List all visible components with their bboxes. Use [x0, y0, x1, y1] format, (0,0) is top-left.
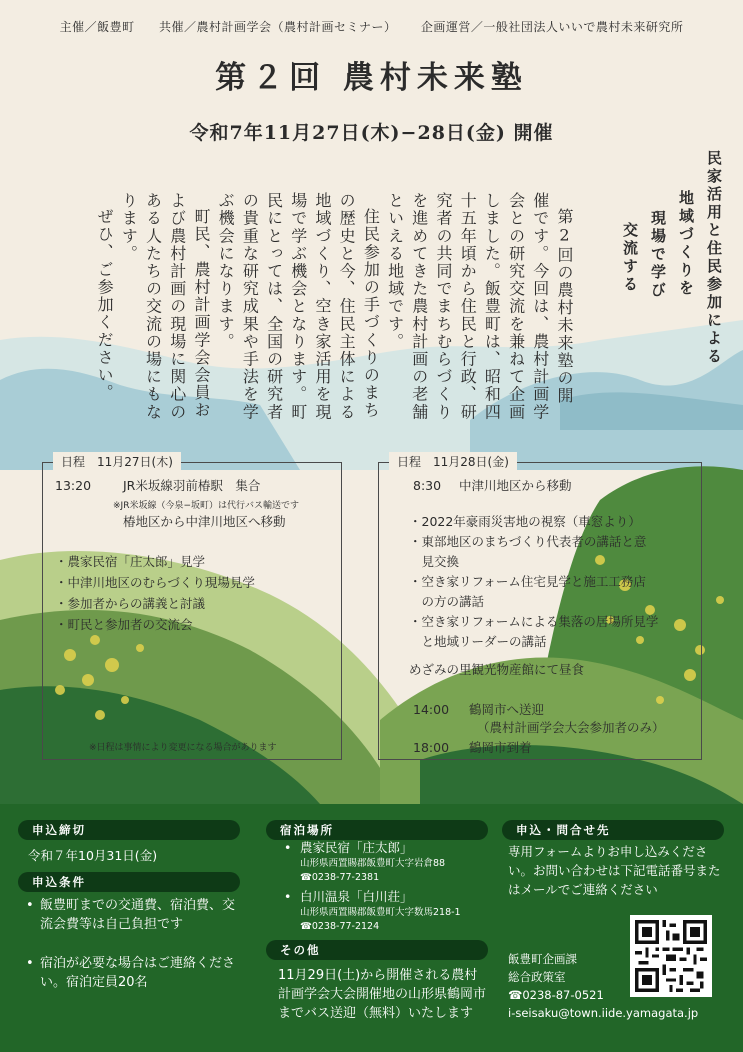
day1-note-2: ※日程は事情により変更になる場合があります [89, 743, 277, 753]
intro-paragraph-3: 町民、農村計画学会会員および農村計画の現場に関心のある人たちの交流の場にもなります。 [119, 192, 211, 421]
bullet-icon: • [26, 956, 34, 971]
co-organizer: 共催／農村計画学会（農村計画セミナー） [158, 20, 397, 34]
catch-line-1: 民家活用と住民参加による [705, 150, 723, 366]
contact-tag: 申込・問合せ先 [502, 820, 724, 840]
day2-item-2b: （農村計画学会大会参加者のみ） [477, 720, 665, 735]
day1-bullet-1: ・農家民宿「庄太郎」見学 [55, 554, 206, 569]
day2-heading: 日程 11月28日(金) [389, 452, 517, 472]
condition-2 [14, 954, 242, 992]
day1-bullet-2: ・中津川地区のむらづくり現場見学 [55, 575, 255, 590]
day2-bullet-1: ・2022年豪雨災害地の視察（車窓より） [409, 514, 641, 529]
day1-item-1: JR米坂線羽前椿駅 集合 [123, 478, 261, 493]
day2-bullet-2b: 見交換 [409, 554, 460, 569]
lodge-1-name: 農家民宿「庄太郎」 [300, 840, 413, 855]
contact-email[interactable]: i-seisaku@town.iide.yamagata.jp [508, 1006, 699, 1020]
lodge-2-tel: ☎0238-77-2124 [300, 921, 380, 932]
condition-2-text: 宿泊が必要な場合はご連絡ください。宿泊定員20名 [40, 956, 236, 990]
day1-bullet-3: ・参加者からの講義と討議 [55, 596, 206, 611]
organizer-line [0, 18, 743, 35]
organizer: 主催／飯豊町 [59, 20, 135, 34]
operator: 企画運営／一般社団法人いいで農村未来研究所 [420, 20, 684, 34]
lodging-list [284, 838, 494, 934]
day2-lunch: めざみの里観光物産館にて昼食 [409, 662, 585, 677]
lodge-1 [284, 838, 494, 885]
qr-code-icon[interactable] [630, 915, 712, 997]
lodging-tag: 宿泊場所 [266, 820, 488, 840]
condition-1 [14, 896, 242, 934]
day2-item-2: 鶴岡市へ送迎 [469, 702, 545, 717]
day2-bullet-3b: の方の講話 [409, 594, 485, 609]
day1-time-1: 13:20 [55, 478, 92, 493]
deadline-text: 令和７年10月31日(金) [28, 848, 158, 863]
contact-dept-2: 総合政策室 [508, 970, 566, 984]
contact-tel: ☎0238-87-0521 [508, 988, 604, 1002]
day2-time-2: 14:00 [413, 702, 450, 717]
day1-heading: 日程 11月27日(木) [53, 452, 181, 472]
bullet-icon: • [26, 898, 34, 913]
page-title: 第２回 農村未来塾 [215, 60, 528, 96]
day2-bullet-3: ・空き家リフォーム住宅見学と施工工務店 [409, 574, 646, 589]
intro-paragraph-1: 第2回の農村未来塾の開催です。今回は、農村計画学会との研究交流を兼ねて企画しました。飯豊町は、昭和四十五年頃から住民と行政、研究者の共同でまちむらづくりを進めてきた農村計画の老舗といえる地域です。 [385, 192, 574, 421]
event-date: 令和7年11月27日(木)−28日(金) 開催 [189, 122, 554, 144]
contact-text: 専用フォームよりお申し込みください。お問い合わせは下記電話番号またはメールでご連絡ください [508, 844, 721, 897]
catchphrase [588, 150, 728, 420]
day2-time-1: 8:30 [413, 478, 442, 493]
schedule-day2 [378, 455, 702, 760]
intro-paragraph-4: ぜひ、ご参加ください。 [95, 208, 115, 402]
other-text: 11月29日(土)から開催される農村計画学会大会開催地の山形県鶴岡市までバス送迎（無料）いたします [278, 968, 487, 1021]
deadline-tag: 申込締切 [18, 820, 240, 840]
day2-time-3: 18:00 [413, 740, 450, 755]
day2-bullet-4: ・空き家リフォームによる集落の居場所見学 [409, 614, 659, 629]
day1-bullet-4: ・町民と参加者の交流会 [55, 617, 193, 632]
bullet-icon: • [284, 840, 292, 855]
condition-1-text: 飯豊町までの交通費、宿泊費、交流会費等は自己負担です [40, 898, 236, 932]
schedule-day1 [42, 455, 342, 760]
intro-paragraph-2: 住民参加の手づくりのまちの歴史と今、住民主体による地域づくり、空き家活用を現場で学ぶ機会となります。町民にとっては、全国の研究者の貴重な研究成果や手法を学ぶ機会になります。 [216, 192, 381, 421]
bullet-icon: • [284, 889, 292, 904]
lodge-2 [284, 887, 494, 934]
intro-text [42, 192, 576, 422]
day1-item-2: 椿地区から中津川地区へ移動 [123, 514, 286, 529]
day2-bullet-2: ・東部地区のまちづくり代表者の講話と意 [409, 534, 647, 549]
catch-line-4: 交流する [621, 222, 639, 294]
day1-note-1: ※JR米坂線（今泉−坂町）は代行バス輸送です [113, 501, 299, 511]
other-tag: その他 [266, 940, 488, 960]
lodge-1-tel: ☎0238-77-2381 [300, 872, 380, 883]
day2-bullet-4b: と地域リーダーの講話 [409, 634, 547, 649]
day2-item-1: 中津川地区から移動 [459, 478, 572, 493]
catch-line-2: 地域づくりを [677, 190, 695, 298]
contact-dept-1: 飯豊町企画課 [508, 952, 577, 966]
day2-item-3: 鶴岡市到着 [469, 740, 532, 755]
lodge-1-address: 山形県西置賜郡飯豊町大字岩倉88 [300, 858, 446, 869]
catch-line-3: 現場で学び [649, 210, 667, 300]
lodge-2-address: 山形県西置賜郡飯豊町大字数馬218-1 [300, 907, 461, 918]
lodge-2-name: 白川温泉「白川荘」 [300, 889, 413, 904]
conditions-tag: 申込条件 [18, 872, 240, 892]
